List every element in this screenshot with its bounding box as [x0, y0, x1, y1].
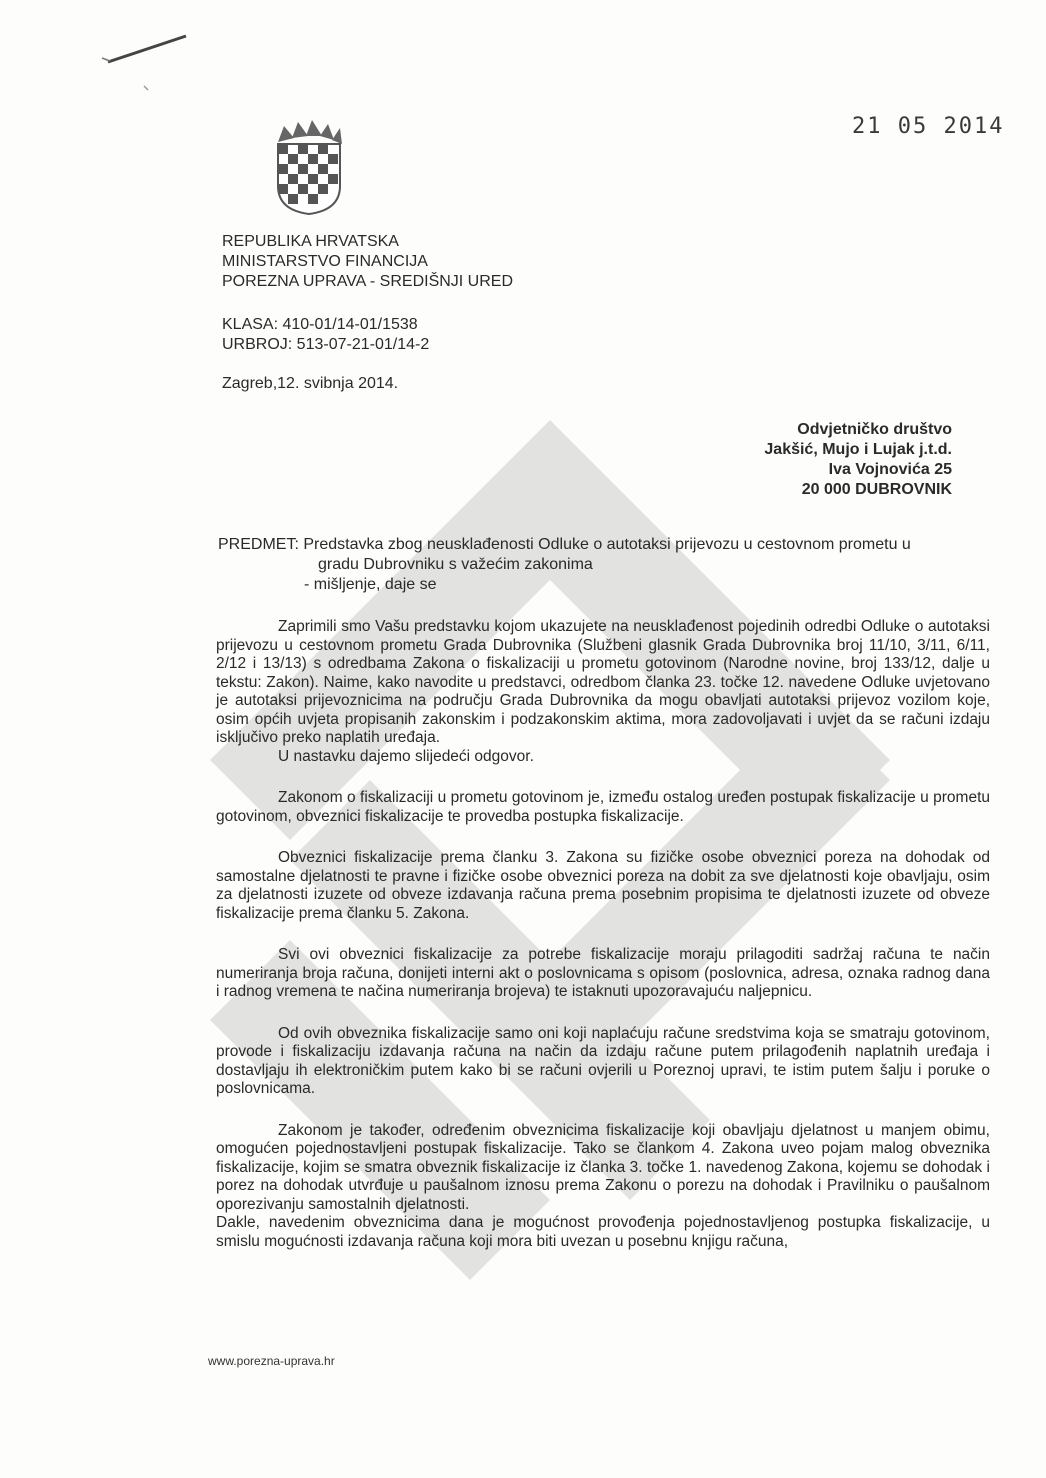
urbroj-number: URBROJ: 513-07-21-01/14-2 [222, 336, 430, 353]
paragraph-6: Zakonom je također, određenim obveznicima fiskalizacije koji obavljaju djelatnost u manjem obimu, omogućen pojednostavljeni postupak fiskalizacije. Tako se člankom 4. Zakona uveo pojam malog obveznika fiskalizacije, kojim se smatra obveznik fiskalizacije iz članka 3. točke 1. navedenog Zakona, kojemu se dohodak i porez na dohodak utvrđuje u paušalnom iznosu prema Zakonu o porezu na dohodak i Pravilniku o paušalnom oporezivanju samostalnih djelatnosti. [216, 1121, 990, 1213]
paragraph-3: Obveznici fiskalizacije prema članku 3. Zakona su fizičke osobe obveznici poreza na dohodak od samostalne djelatnosti te pravne i fizičke osobe obveznici poreza na dobit za sve djelatnosti koje obavljaju, osim za djelatnosti izuzete od obveze izdavanja računa prema posebnim propisima te djelatnosti izuzete od obveze fiskalizacije prema članku 5. Zakona. [216, 849, 990, 922]
pen-mark [100, 28, 190, 98]
institution-header [222, 232, 513, 292]
received-date-stamp: 21 05 2014 [852, 114, 1005, 139]
subject-label: PREDMET: [218, 536, 299, 553]
paragraph-1: Zaprimili smo Vašu predstavku kojom ukazujete na neusklađenost pojedinih odredbi Odluke o autotaksi prijevozu u cestovnom prometu Grada Dubrovnika (Službeni glasnik Grada Dubrovnika broj 11/10, 3/11, 6/11, 2/12 i 13/13) s odredbama Zakona o fiskalizaciji u prometu gotovinom (Narodne novine, broj 133/12, dalje u tekstu: Zakon). Naime, kako navodite u predstavci, odredbom članka 23. točke 12. navedene Odluke uvjetovano je autotaksi prijevoznicima na području Grada Dubrovnika da mogu obavljati autotaksi prijevoz vozilom koje, osim općih uvjeta propisanih zakonskim i podzakonskim aktima, mora zadovoljavati i uvjet da se računi izdaju isključivo preko naplatih uređaja. [216, 618, 990, 746]
subject-text-3: - mišljenje, daje se [304, 576, 437, 593]
recipient-line-4: 20 000 DUBROVNIK [801, 481, 952, 498]
letter-body [216, 618, 990, 1274]
paragraph-7: Dakle, navedenim obveznicima dana je mogućnost provođenja pojednostavljenog postupka fiskalizacije, u smislu mogućnosti izdavanja računa koji mora biti uvezan u posebnu knjigu računa, [216, 1214, 990, 1250]
recipient-line-3: Iva Vojnovića 25 [828, 461, 952, 478]
paragraph-1b: U nastavku dajemo slijedeći odgovor. [278, 747, 534, 765]
subject-text-2: gradu Dubrovniku s važećim zakonima [318, 556, 593, 573]
footer-website: www.porezna-uprava.hr [208, 1354, 335, 1368]
republic-name: REPUBLIKA HRVATSKA [222, 233, 399, 250]
recipient-address [764, 420, 952, 500]
recipient-line-2: Jakšić, Mujo i Lujak j.t.d. [764, 441, 952, 458]
paragraph-4: Svi ovi obveznici fiskalizacije za potrebe fiskalizacije moraju prilagoditi sadržaj računa te način numeriranja broja računa, donijeti interni akt o poslovnicama s opisom (poslovnica, adresa, oznaka radnog dana i radnog vremena te načina numeriranja brojeva) te istaknuti upozoravajuću naljepnicu. [216, 946, 990, 1000]
coat-of-arms-icon [272, 120, 344, 216]
recipient-line-1: Odvjetničko društvo [797, 421, 952, 438]
paragraph-2: Zakonom o fiskalizaciji u prometu gotovinom je, između ostalog uređen postupak fiskalizacije u prometu gotovinom, obveznici fiskalizacije te provedba postupka fiskalizacije. [216, 789, 990, 825]
reference-numbers [222, 315, 429, 355]
ministry-name: MINISTARSTVO FINANCIJA [222, 253, 428, 270]
subject-text-1: Predstavka zbog neusklađenosti Odluke o autotaksi prijevozu u cestovnom prometu u [303, 536, 911, 553]
subject-block [218, 535, 998, 595]
klasa-number: KLASA: 410-01/14-01/1538 [222, 316, 418, 333]
document-date: Zagreb,12. svibnja 2014. [222, 375, 399, 392]
office-name: POREZNA UPRAVA - SREDIŠNJI URED [222, 273, 514, 290]
paragraph-5: Od ovih obveznika fiskalizacije samo oni koji naplaćuju račune sredstvima koja se smatraju gotovinom, provode i fiskalizaciju izdavanja računa na način da izdaju račune putem prilagođenih naplatnih uređaja i dostavljaju ih elektroničkim putem kako bi se računi ovjerili u Poreznoj upravi, te istim putem šalju i poruke o poslovnicama. [216, 1024, 990, 1097]
